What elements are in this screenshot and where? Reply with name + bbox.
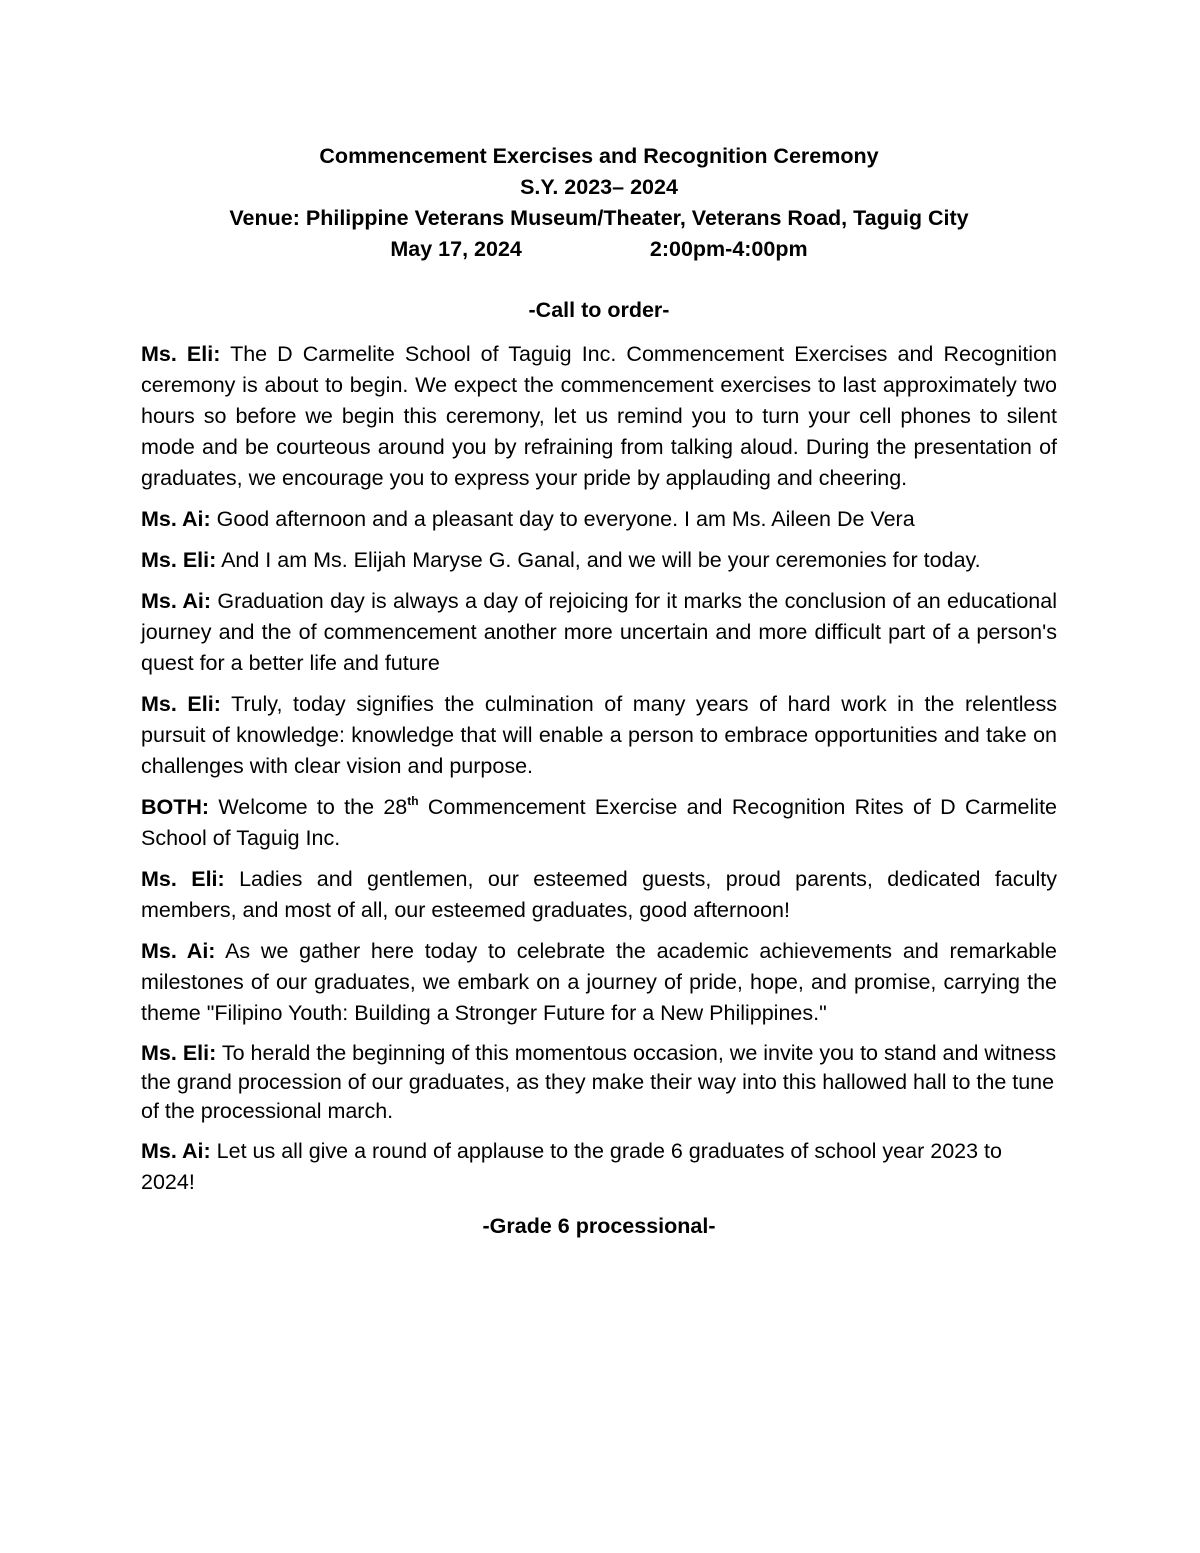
ceremony-title: Commencement Exercises and Recognition Ceremony [319,144,879,168]
script-text: Commencement Exercise and Recognition Rites of D Carmelite School of Taguig Inc. [141,795,1057,850]
speaker-label: Ms. Ai: [141,507,211,531]
script-text: And I am Ms. Elijah Maryse G. Ganal, and we will be your ceremonies for today. [221,548,981,572]
document-header [141,141,1057,265]
script-text: Welcome to the 28 [218,795,408,819]
script-text: Ladies and gentlemen, our esteemed guests, proud parents, dedicated faculty members, and most of all, our esteemed graduates, good afternoon! [141,867,1057,922]
script-text: As we gather here today to celebrate the academic achievements and remarkable milestones of our graduates, we embark on a journey of pride, hope, and promise, carrying the theme "Filipino Youth: Building a Stronger Future for a New Philippines." [141,939,1057,1025]
script-text: The D Carmelite School of Taguig Inc. Commencement Exercises and Recognition ceremony is about to begin. We expect the commencement exercises to last approximately two hours so before we begin this ceremony, let us remind you to turn your cell phones to silent mode and be courteous around you by refraining from talking aloud. During the presentation of graduates, we encourage you to express your pride by applauding and cheering. [141,342,1057,490]
speaker-label: Ms. Ai: [141,939,216,963]
script-text: Good afternoon and a pleasant day to everyone. I am Ms. Aileen De Vera [216,507,915,531]
script-line [141,504,1057,535]
script-text: Truly, today signifies the culmination of many years of hard work in the relentless pursuit of knowledge: knowledge that will enable a person to embrace opportunities and take on challenges with clear vision and purpose. [141,692,1057,778]
speaker-label: Ms. Eli: [141,867,225,891]
script-line [141,1039,1057,1126]
date-time-line [141,234,1057,265]
school-year: S.Y. 2023– 2024 [520,175,678,199]
speaker-label: Ms. Eli: [141,1041,217,1065]
script-line [141,545,1057,576]
ordinal-suffix: th [407,794,419,808]
event-time: 2:00pm-4:00pm [649,237,808,261]
call-to-order-heading: -Call to order- [528,298,670,322]
speaker-label: Ms. Eli: [141,548,217,572]
venue: Venue: Philippine Veterans Museum/Theater, Veterans Road, Taguig City [229,206,969,230]
speaker-label: Ms. Ai: [141,1139,211,1163]
speaker-label: Ms. Eli: [141,342,221,366]
script-line [141,586,1057,679]
event-date: May 17, 2024 [390,237,522,261]
script-text: Graduation day is always a day of rejoicing for it marks the conclusion of an educational journey and the of commencement another more uncertain and more difficult part of a person's quest for a better life and future [141,589,1057,675]
grade6-processional-heading: -Grade 6 processional- [482,1214,716,1238]
script-line [141,689,1057,782]
speaker-label: Ms. Eli: [141,692,221,716]
script-line [141,1136,1057,1198]
script-line [141,864,1057,926]
speaker-label: Ms. Ai: [141,589,212,613]
script-text: Let us all give a round of applause to the grade 6 graduates of school year 2023 to 2024! [141,1139,1002,1194]
script-text: To herald the beginning of this momentous occasion, we invite you to stand and witness the grand procession of our graduates, as they make their way into this hallowed hall to the tune of the processional march. [141,1041,1057,1123]
script-line [141,936,1057,1029]
script-line [141,792,1057,854]
speaker-label: BOTH: [141,795,210,819]
script-line [141,339,1057,494]
